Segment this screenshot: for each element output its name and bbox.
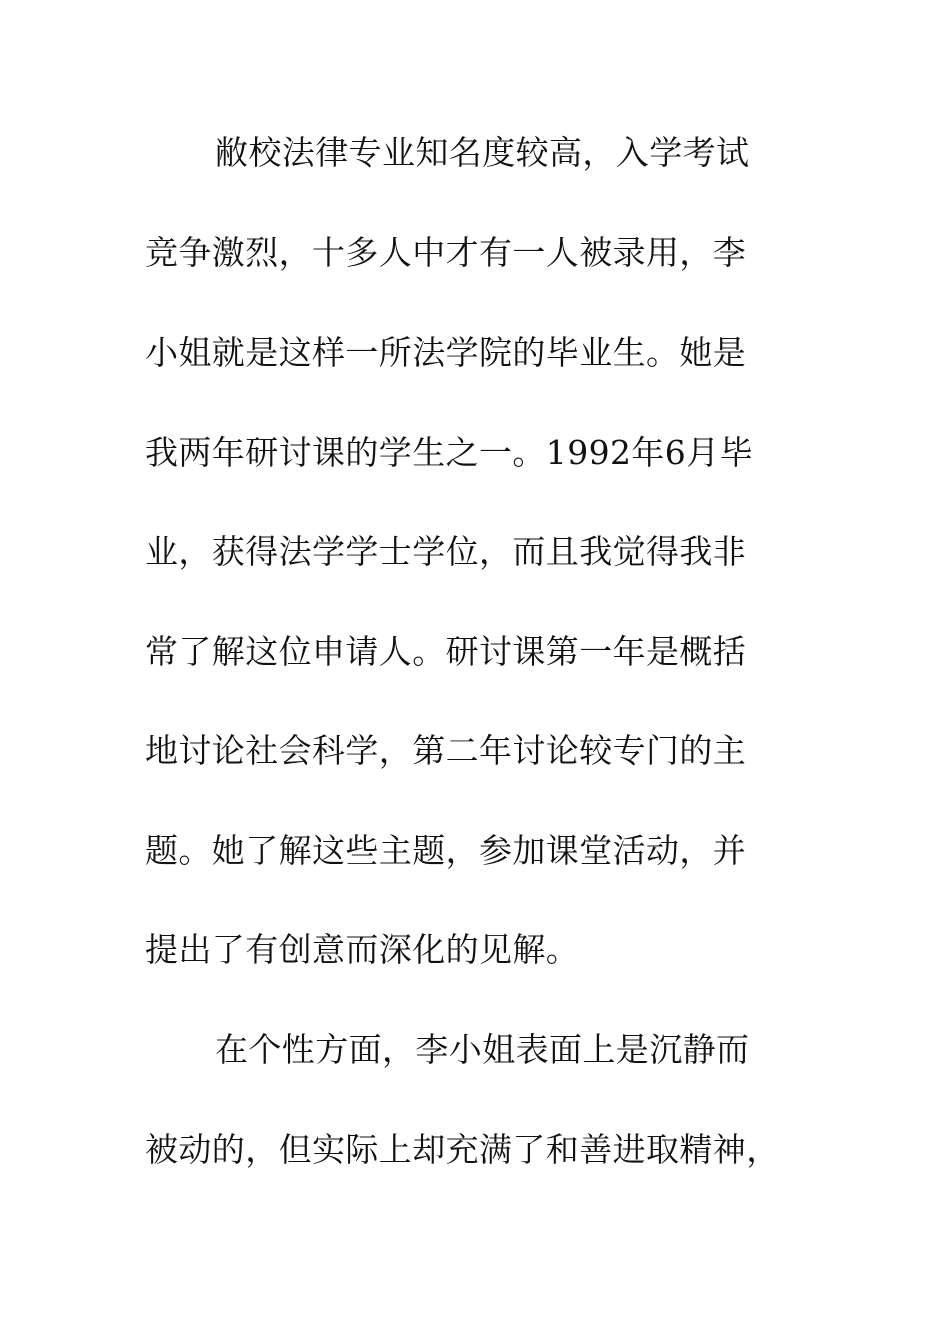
paragraph-1-line-5: 业，获得法学学士学位，而且我觉得我非: [145, 532, 747, 571]
paragraph-2-line-2: 被动的，但实际上却充满了和善进取精神，: [145, 1130, 780, 1169]
paragraph-1-line-8: 题。她了解这些主题，参加课堂活动，并: [145, 831, 747, 870]
paragraph-1-line-9: 提出了有创意而深化的见解。: [145, 930, 580, 969]
paragraph-2-line-1: 在个性方面，李小姐表面上是沉静而: [215, 1030, 750, 1069]
paragraph-1-line-7: 地讨论社会科学，第二年讨论较专门的主: [145, 731, 747, 770]
paragraph-1-line-2: 竞争激烈，十多人中才有一人被录用，李: [145, 233, 747, 272]
paragraph-1-line-3: 小姐就是这样一所法学院的毕业生。她是: [145, 333, 747, 372]
paragraph-1-line-4: 我两年研讨课的学生之一。1992年6月毕: [145, 433, 753, 472]
paragraph-1-line-1: 敝校法律专业知名度较高，入学考试: [215, 133, 750, 172]
paragraph-1-line-6: 常了解这位申请人。研讨课第一年是概括: [145, 632, 747, 671]
